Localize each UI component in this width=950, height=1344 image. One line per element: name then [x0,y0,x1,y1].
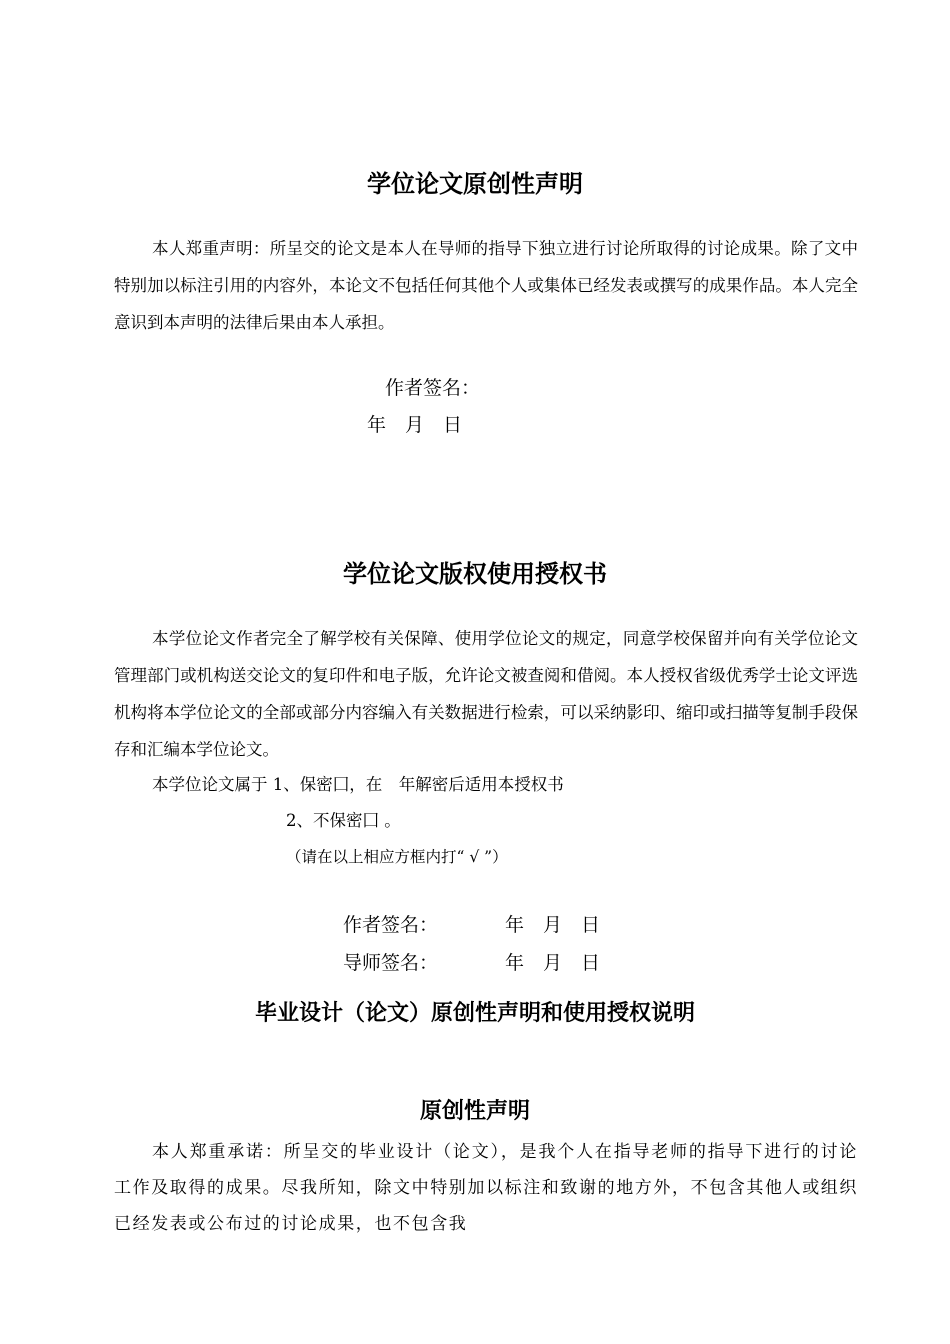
thesis-statement-title: 毕业设计（论文）原创性声明和使用授权说明 [254,1001,695,1026]
advisor-signature-label: 导师签名： [343,952,439,974]
author-signature-label: 作者签名： [385,377,481,399]
checkbox-instruction-note: （请在以上相应方框内打“ √ ”） [286,848,508,866]
advisor-date-label: 年 月 日 [505,952,601,974]
author-signature-label-2: 作者签名： [343,914,439,936]
copyright-authorization-body: 本学位论文作者完全了解学校有关保障、使用学位论文的规定，同意学校保留并向有关学位论文管理部门或机构送交论文的复印件和电子版，允许论文被查阅和借阅。本人授权省级优秀学士论文评选机构将本学位论文的全部或部分内容编入有关数据进行检索，可以采纳影印、缩印或扫描等复制手段保存和汇编本学位论文。 [114,629,858,759]
copyright-authorization-title: 学位论文版权使用授权书 [343,560,607,588]
originality-subtitle: 原创性声明 [419,1099,530,1124]
author-date-label: 年 月 日 [505,914,601,936]
originality-statement-title: 学位论文原创性声明 [367,170,583,198]
confidentiality-option-1: 本学位论文属于 1、保密囗，在 年解密后适用本授权书 [152,775,564,794]
signature-date-label: 年 月 日 [367,414,463,436]
originality-commitment-body: 本人郑重承诺：所呈交的毕业设计（论文），是我个人在指导老师的指导下进行的讨论工作及取得的成果。尽我所知，除文中特别加以标注和致谢的地方外，不包含其他人或组织已经发表或公布过的讨论成果，也不包含我 [114,1142,858,1234]
originality-statement-body: 本人郑重声明：所呈交的论文是本人在导师的指导下独立进行讨论所取得的讨论成果。除了文中特别加以标注引用的内容外，本论文不包括任何其他个人或集体已经发表或撰写的成果作品。本人完全意识到本声明的法律后果由本人承担。 [114,239,858,332]
confidentiality-option-2: 2、不保密囗 。 [286,811,401,830]
